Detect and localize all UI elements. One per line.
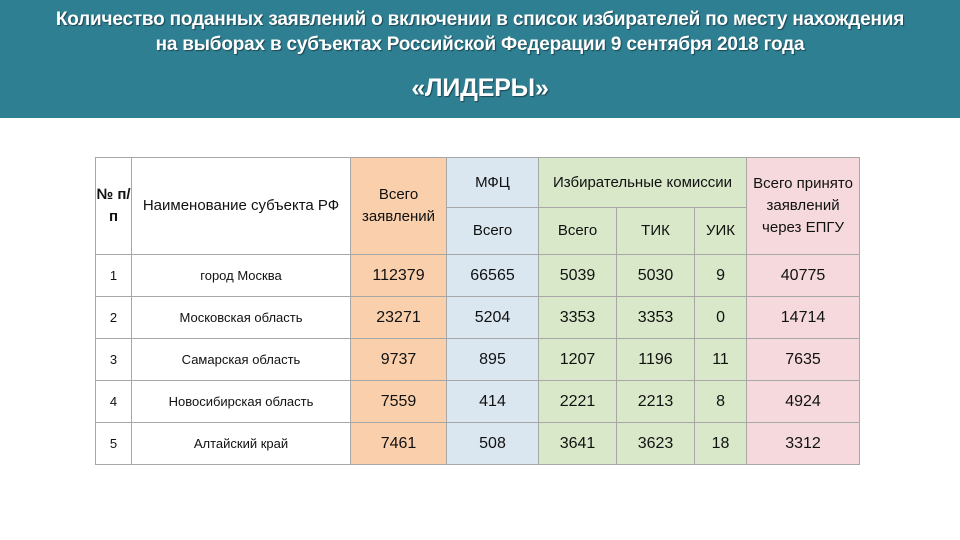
- uik-count: 0: [695, 297, 747, 339]
- table-row: [96, 423, 860, 465]
- subject-name: город Москва: [132, 255, 351, 297]
- tik-count: 5030: [617, 255, 695, 297]
- header-epgu-total: Всего принято заявлений через ЕПГУ: [747, 158, 860, 255]
- tik-count: 3623: [617, 423, 695, 465]
- header-number: № п/п: [96, 158, 132, 255]
- uik-count: 18: [695, 423, 747, 465]
- table-row: [96, 297, 860, 339]
- mfc-total: 508: [447, 423, 539, 465]
- table-header-row: [96, 158, 860, 208]
- mfc-total: 414: [447, 381, 539, 423]
- commissions-total: 3353: [539, 297, 617, 339]
- total-applications: 9737: [351, 339, 447, 381]
- uik-count: 11: [695, 339, 747, 381]
- total-applications: 23271: [351, 297, 447, 339]
- mfc-total: 66565: [447, 255, 539, 297]
- tik-count: 1196: [617, 339, 695, 381]
- epgu-total: 14714: [747, 297, 860, 339]
- header-election-commissions: Избирательные комиссии: [539, 158, 747, 208]
- title-banner: [0, 0, 960, 118]
- title-line-2: на выборах в субъектах Российской Федерации 9 сентября 2018 года: [155, 34, 805, 55]
- subject-name: Самарская область: [132, 339, 351, 381]
- table-row: [96, 381, 860, 423]
- total-applications: 112379: [351, 255, 447, 297]
- uik-count: 8: [695, 381, 747, 423]
- row-number: 3: [96, 339, 132, 381]
- row-number: 5: [96, 423, 132, 465]
- header-uik: УИК: [695, 208, 747, 255]
- commissions-total: 3641: [539, 423, 617, 465]
- row-number: 1: [96, 255, 132, 297]
- row-number: 2: [96, 297, 132, 339]
- subtitle-leaders: «ЛИДЕРЫ»: [411, 74, 549, 102]
- header-mfc-total: Всего: [447, 208, 539, 255]
- total-applications: 7559: [351, 381, 447, 423]
- header-subject-name: Наименование субъекта РФ: [132, 158, 351, 255]
- epgu-total: 3312: [747, 423, 860, 465]
- commissions-total: 2221: [539, 381, 617, 423]
- table-row: [96, 255, 860, 297]
- table-row: [96, 339, 860, 381]
- epgu-total: 4924: [747, 381, 860, 423]
- epgu-total: 40775: [747, 255, 860, 297]
- commissions-total: 1207: [539, 339, 617, 381]
- commissions-total: 5039: [539, 255, 617, 297]
- header-total-applications: Всего заявлений: [351, 158, 447, 255]
- subject-name: Алтайский край: [132, 423, 351, 465]
- tik-count: 3353: [617, 297, 695, 339]
- tik-count: 2213: [617, 381, 695, 423]
- row-number: 4: [96, 381, 132, 423]
- uik-count: 9: [695, 255, 747, 297]
- title-line-1: Количество поданных заявлений о включении в список избирателей по месту нахождения: [55, 9, 905, 30]
- header-tik: ТИК: [617, 208, 695, 255]
- header-mfc: МФЦ: [447, 158, 539, 208]
- header-commissions-total: Всего: [539, 208, 617, 255]
- mfc-total: 5204: [447, 297, 539, 339]
- subject-name: Новосибирская область: [132, 381, 351, 423]
- leaders-table: [95, 157, 860, 465]
- total-applications: 7461: [351, 423, 447, 465]
- epgu-total: 7635: [747, 339, 860, 381]
- subject-name: Московская область: [132, 297, 351, 339]
- mfc-total: 895: [447, 339, 539, 381]
